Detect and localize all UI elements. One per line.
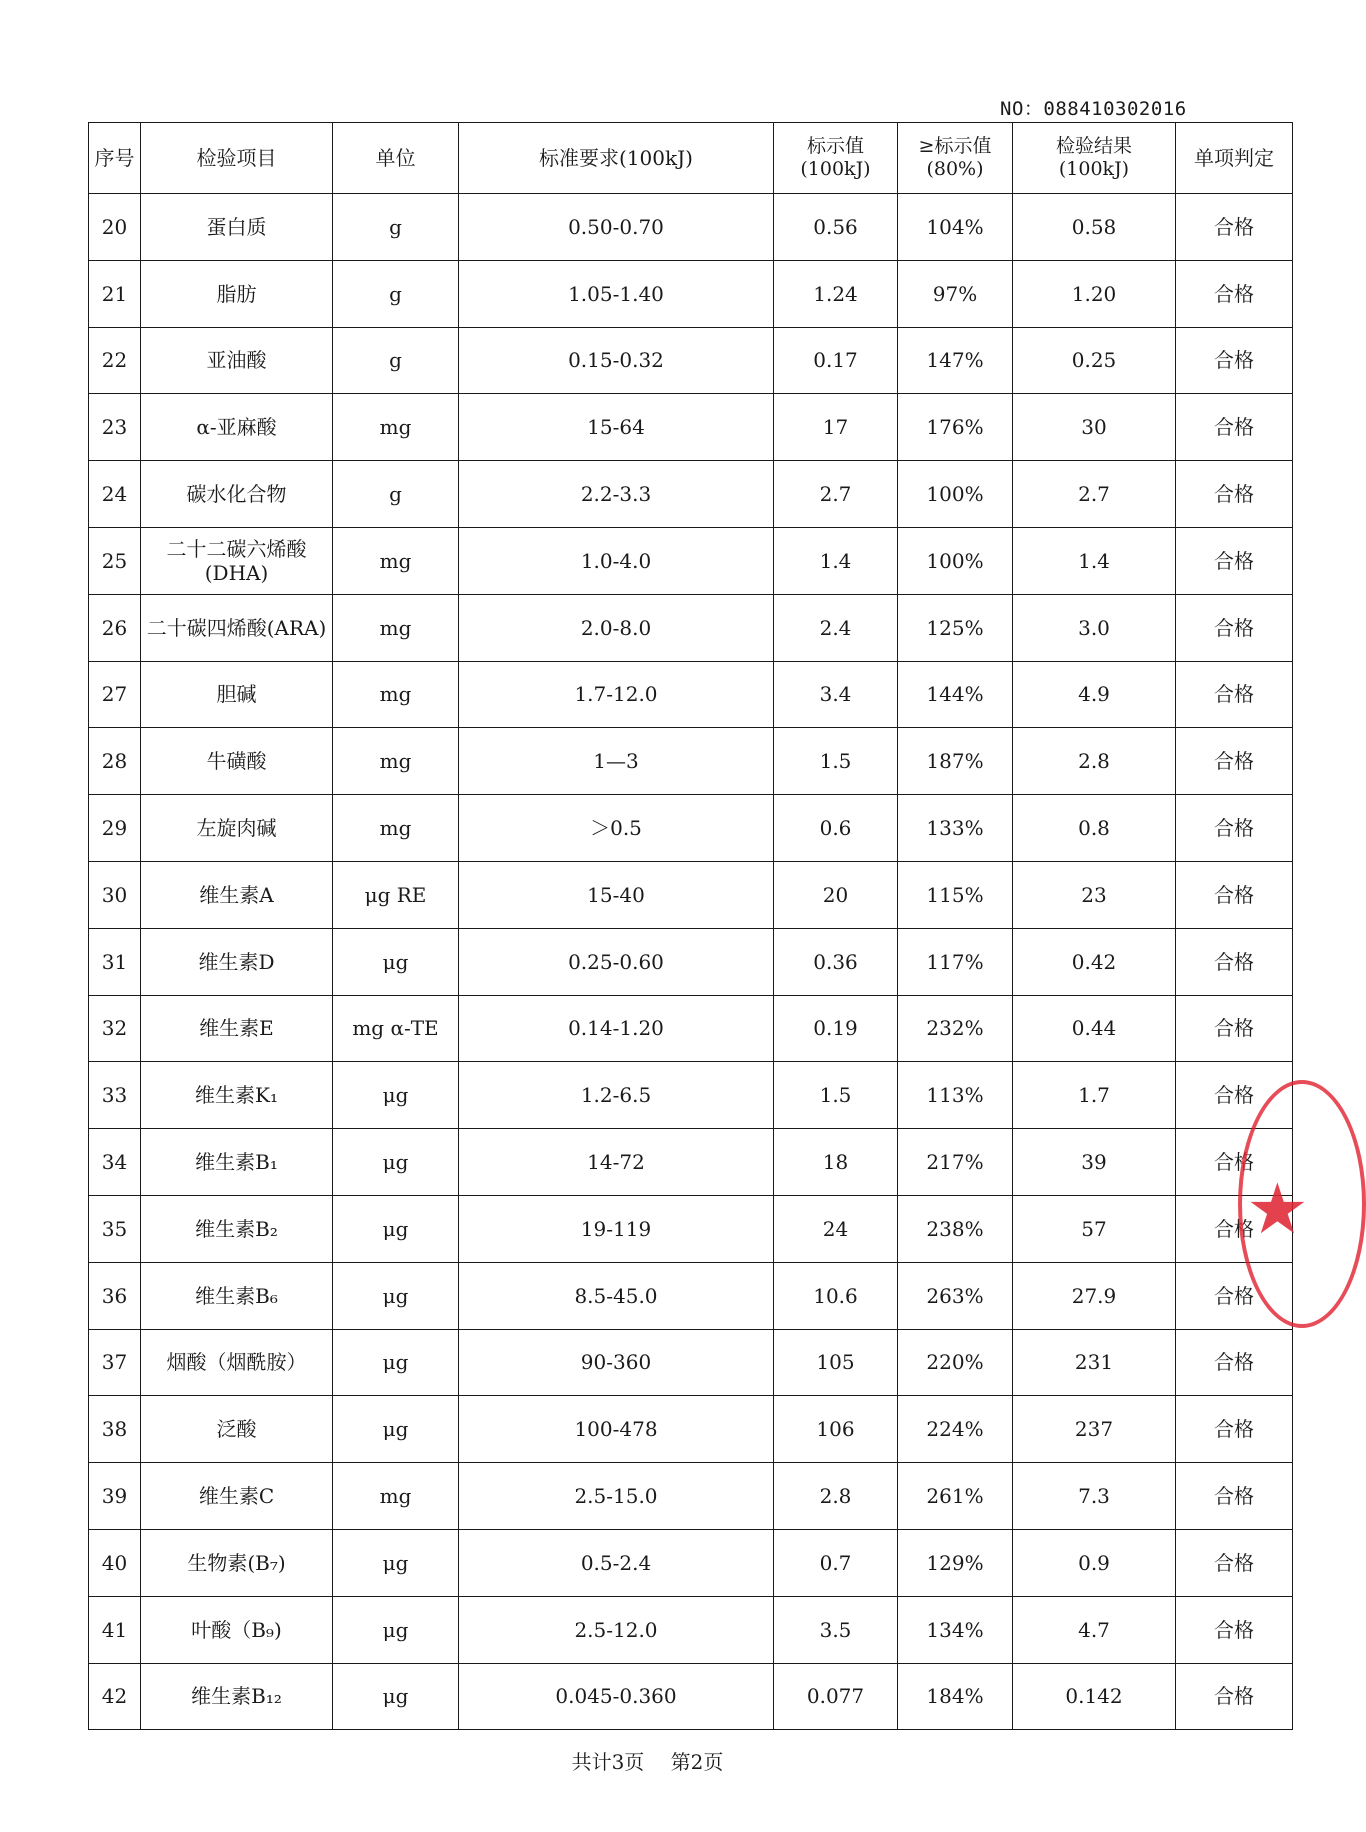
cell-label-value: 0.17: [774, 327, 898, 394]
cell-standard: 1—3: [459, 728, 774, 795]
cell-judgement: 合格: [1176, 1195, 1293, 1262]
cell-item: 二十二碳六烯酸 (DHA): [141, 527, 333, 594]
cell-label-value: 0.7: [774, 1529, 898, 1596]
cell-standard: 100-478: [459, 1396, 774, 1463]
header-label-value-sub: (100kJ): [800, 158, 871, 180]
cell-percent: 115%: [898, 861, 1013, 928]
page-footer: [0, 1746, 1295, 1775]
cell-unit: μg: [333, 1329, 459, 1396]
cell-label-value: 2.8: [774, 1463, 898, 1530]
cell-standard: 14-72: [459, 1129, 774, 1196]
cell-judgement: 合格: [1176, 1396, 1293, 1463]
cell-item: 生物素(B₇): [141, 1529, 333, 1596]
cell-unit: mg: [333, 661, 459, 728]
cell-item: 胆碱: [141, 661, 333, 728]
cell-percent: 217%: [898, 1129, 1013, 1196]
cell-unit: μg: [333, 1262, 459, 1329]
cell-unit: μg: [333, 1529, 459, 1596]
cell-seq: 33: [89, 1062, 141, 1129]
cell-item: 左旋肉碱: [141, 795, 333, 862]
cell-result: 39: [1013, 1129, 1176, 1196]
cell-label-value: 1.4: [774, 527, 898, 594]
cell-result: 1.20: [1013, 260, 1176, 327]
cell-judgement: 合格: [1176, 461, 1293, 528]
cell-unit: g: [333, 461, 459, 528]
cell-percent: 104%: [898, 194, 1013, 261]
footer-total-pages: 共计3页: [571, 1750, 645, 1774]
cell-unit: mg: [333, 594, 459, 661]
cell-unit: mg: [333, 394, 459, 461]
table-row: [89, 1529, 1293, 1596]
cell-judgement: 合格: [1176, 1329, 1293, 1396]
cell-judgement: 合格: [1176, 260, 1293, 327]
cell-standard: 1.7-12.0: [459, 661, 774, 728]
cell-seq: 39: [89, 1463, 141, 1530]
cell-result: 2.8: [1013, 728, 1176, 795]
cell-judgement: 合格: [1176, 795, 1293, 862]
cell-result: 0.44: [1013, 995, 1176, 1062]
cell-result: 57: [1013, 1195, 1176, 1262]
table-row: [89, 394, 1293, 461]
cell-result: 3.0: [1013, 594, 1176, 661]
cell-seq: 27: [89, 661, 141, 728]
cell-label-value: 17: [774, 394, 898, 461]
cell-item: 维生素B₂: [141, 1195, 333, 1262]
cell-unit: mg: [333, 1463, 459, 1530]
cell-percent: 117%: [898, 928, 1013, 995]
cell-seq: 22: [89, 327, 141, 394]
cell-item: 烟酸（烟酰胺）: [141, 1329, 333, 1396]
cell-judgement: 合格: [1176, 1129, 1293, 1196]
cell-result: 0.142: [1013, 1663, 1176, 1730]
table-row: [89, 1129, 1293, 1196]
header-result-sub: (100kJ): [1058, 158, 1130, 180]
cell-item: 泛酸: [141, 1396, 333, 1463]
header-percent-sub: (80%): [926, 158, 984, 180]
cell-standard: 0.50-0.70: [459, 194, 774, 261]
seal-star-icon: ★: [1246, 1168, 1309, 1250]
cell-item: 维生素B₁₂: [141, 1663, 333, 1730]
cell-judgement: 合格: [1176, 928, 1293, 995]
cell-unit: μg: [333, 1062, 459, 1129]
table-row: [89, 1329, 1293, 1396]
cell-seq: 32: [89, 995, 141, 1062]
cell-percent: 220%: [898, 1329, 1013, 1396]
cell-standard: 0.15-0.32: [459, 327, 774, 394]
table-row: [89, 728, 1293, 795]
cell-standard: 2.5-12.0: [459, 1596, 774, 1663]
cell-percent: 187%: [898, 728, 1013, 795]
cell-unit: g: [333, 327, 459, 394]
cell-label-value: 24: [774, 1195, 898, 1262]
cell-judgement: 合格: [1176, 1663, 1293, 1730]
header-standard: 标准要求(100kJ): [459, 123, 774, 194]
cell-result: 0.58: [1013, 194, 1176, 261]
cell-label-value: 0.6: [774, 795, 898, 862]
cell-standard: 15-64: [459, 394, 774, 461]
cell-label-value: 105: [774, 1329, 898, 1396]
header-label-value-main: 标示值: [806, 135, 864, 158]
cell-item: 脂肪: [141, 260, 333, 327]
cell-item: 叶酸（B₉): [141, 1596, 333, 1663]
table-row: [89, 1195, 1293, 1262]
cell-seq: 34: [89, 1129, 141, 1196]
cell-result: 30: [1013, 394, 1176, 461]
cell-unit: mg α-TE: [333, 995, 459, 1062]
table-row: [89, 1663, 1293, 1730]
cell-result: 7.3: [1013, 1463, 1176, 1530]
cell-label-value: 20: [774, 861, 898, 928]
cell-standard: 1.05-1.40: [459, 260, 774, 327]
cell-label-value: 18: [774, 1129, 898, 1196]
cell-label-value: 3.4: [774, 661, 898, 728]
cell-judgement: 合格: [1176, 194, 1293, 261]
cell-percent: 100%: [898, 461, 1013, 528]
cell-judgement: 合格: [1176, 394, 1293, 461]
cell-judgement: 合格: [1176, 1262, 1293, 1329]
cell-judgement: 合格: [1176, 1062, 1293, 1129]
cell-result: 0.8: [1013, 795, 1176, 862]
cell-unit: mg: [333, 728, 459, 795]
cell-standard: 0.5-2.4: [459, 1529, 774, 1596]
table-row: [89, 661, 1293, 728]
cell-result: 2.7: [1013, 461, 1176, 528]
cell-seq: 40: [89, 1529, 141, 1596]
cell-percent: 261%: [898, 1463, 1013, 1530]
cell-unit: mg: [333, 527, 459, 594]
table-row: [89, 527, 1293, 594]
header-seq: 序号: [89, 123, 141, 194]
cell-percent: 184%: [898, 1663, 1013, 1730]
cell-standard: 15-40: [459, 861, 774, 928]
table-header: [89, 123, 1293, 194]
cell-percent: 129%: [898, 1529, 1013, 1596]
cell-item: 牛磺酸: [141, 728, 333, 795]
cell-seq: 35: [89, 1195, 141, 1262]
cell-item: 维生素K₁: [141, 1062, 333, 1129]
table-row: [89, 260, 1293, 327]
cell-seq: 31: [89, 928, 141, 995]
cell-result: 0.42: [1013, 928, 1176, 995]
cell-unit: μg RE: [333, 861, 459, 928]
cell-standard: ＞0.5: [459, 795, 774, 862]
cell-result: 1.7: [1013, 1062, 1176, 1129]
table-row: [89, 594, 1293, 661]
cell-result: 4.9: [1013, 661, 1176, 728]
cell-unit: μg: [333, 1663, 459, 1730]
cell-label-value: 1.5: [774, 1062, 898, 1129]
cell-seq: 30: [89, 861, 141, 928]
table-row: [89, 1262, 1293, 1329]
cell-label-value: 0.077: [774, 1663, 898, 1730]
cell-item: 维生素D: [141, 928, 333, 995]
cell-label-value: 1.5: [774, 728, 898, 795]
cell-seq: 29: [89, 795, 141, 862]
header-unit: 单位: [333, 123, 459, 194]
cell-item: 维生素E: [141, 995, 333, 1062]
header-result-main: 检验结果: [1055, 135, 1132, 158]
cell-unit: μg: [333, 1596, 459, 1663]
cell-standard: 0.045-0.360: [459, 1663, 774, 1730]
footer-current-page: 第2页: [670, 1750, 724, 1774]
cell-percent: 144%: [898, 661, 1013, 728]
cell-label-value: 1.24: [774, 260, 898, 327]
cell-item: 维生素B₆: [141, 1262, 333, 1329]
cell-item: 维生素A: [141, 861, 333, 928]
table-row: [89, 194, 1293, 261]
cell-item: 维生素C: [141, 1463, 333, 1530]
cell-item: 亚油酸: [141, 327, 333, 394]
cell-seq: 36: [89, 1262, 141, 1329]
table-row: [89, 928, 1293, 995]
report-number: NO：088410302016: [1000, 98, 1187, 120]
cell-standard: 8.5-45.0: [459, 1262, 774, 1329]
table-row: [89, 995, 1293, 1062]
cell-percent: 224%: [898, 1396, 1013, 1463]
cell-seq: 21: [89, 260, 141, 327]
cell-judgement: 合格: [1176, 1463, 1293, 1530]
cell-seq: 37: [89, 1329, 141, 1396]
cell-judgement: 合格: [1176, 1596, 1293, 1663]
cell-result: 231: [1013, 1329, 1176, 1396]
cell-item: 蛋白质: [141, 194, 333, 261]
table-row: [89, 1062, 1293, 1129]
header-result: [1013, 123, 1176, 194]
cell-standard: 90-360: [459, 1329, 774, 1396]
cell-judgement: 合格: [1176, 594, 1293, 661]
cell-item: α-亚麻酸: [141, 394, 333, 461]
cell-percent: 238%: [898, 1195, 1013, 1262]
cell-seq: 20: [89, 194, 141, 261]
cell-standard: 2.5-15.0: [459, 1463, 774, 1530]
cell-judgement: 合格: [1176, 861, 1293, 928]
cell-unit: μg: [333, 1396, 459, 1463]
cell-standard: 2.2-3.3: [459, 461, 774, 528]
table-row: [89, 327, 1293, 394]
cell-percent: 134%: [898, 1596, 1013, 1663]
cell-percent: 176%: [898, 394, 1013, 461]
inspection-results-table: [88, 122, 1293, 1730]
cell-unit: μg: [333, 1195, 459, 1262]
header-percent: [898, 123, 1013, 194]
header-judgement: 单项判定: [1176, 123, 1293, 194]
cell-percent: 125%: [898, 594, 1013, 661]
cell-unit: g: [333, 194, 459, 261]
cell-percent: 263%: [898, 1262, 1013, 1329]
cell-judgement: 合格: [1176, 327, 1293, 394]
cell-standard: 0.14-1.20: [459, 995, 774, 1062]
header-percent-main: ≥标示值: [918, 135, 992, 158]
cell-label-value: 2.4: [774, 594, 898, 661]
cell-unit: μg: [333, 928, 459, 995]
cell-judgement: 合格: [1176, 661, 1293, 728]
cell-percent: 113%: [898, 1062, 1013, 1129]
cell-item: 碳水化合物: [141, 461, 333, 528]
table-row: [89, 1596, 1293, 1663]
cell-label-value: 0.19: [774, 995, 898, 1062]
cell-judgement: 合格: [1176, 527, 1293, 594]
cell-standard: 0.25-0.60: [459, 928, 774, 995]
cell-judgement: 合格: [1176, 1529, 1293, 1596]
cell-result: 23: [1013, 861, 1176, 928]
cell-unit: μg: [333, 1129, 459, 1196]
table-row: [89, 861, 1293, 928]
header-item: 检验项目: [141, 123, 333, 194]
cell-unit: mg: [333, 795, 459, 862]
cell-item: 维生素B₁: [141, 1129, 333, 1196]
table-row: [89, 795, 1293, 862]
cell-label-value: 106: [774, 1396, 898, 1463]
cell-percent: 133%: [898, 795, 1013, 862]
cell-label-value: 2.7: [774, 461, 898, 528]
cell-item: 二十碳四烯酸(ARA): [141, 594, 333, 661]
cell-standard: 1.2-6.5: [459, 1062, 774, 1129]
table-row: [89, 1463, 1293, 1530]
cell-standard: 2.0-8.0: [459, 594, 774, 661]
cell-percent: 100%: [898, 527, 1013, 594]
cell-unit: g: [333, 260, 459, 327]
cell-judgement: 合格: [1176, 728, 1293, 795]
table-body: [89, 194, 1293, 1730]
cell-label-value: 0.56: [774, 194, 898, 261]
cell-result: 4.7: [1013, 1596, 1176, 1663]
cell-result: 27.9: [1013, 1262, 1176, 1329]
cell-percent: 232%: [898, 995, 1013, 1062]
cell-percent: 147%: [898, 327, 1013, 394]
cell-seq: 42: [89, 1663, 141, 1730]
cell-result: 1.4: [1013, 527, 1176, 594]
cell-seq: 23: [89, 394, 141, 461]
cell-seq: 25: [89, 527, 141, 594]
header-label-value: [774, 123, 898, 194]
cell-standard: 19-119: [459, 1195, 774, 1262]
cell-result: 237: [1013, 1396, 1176, 1463]
cell-seq: 41: [89, 1596, 141, 1663]
table-row: [89, 461, 1293, 528]
cell-result: 0.9: [1013, 1529, 1176, 1596]
header-row: [89, 123, 1293, 194]
cell-standard: 1.0-4.0: [459, 527, 774, 594]
cell-seq: 28: [89, 728, 141, 795]
cell-result: 0.25: [1013, 327, 1176, 394]
cell-seq: 38: [89, 1396, 141, 1463]
cell-seq: 24: [89, 461, 141, 528]
cell-label-value: 0.36: [774, 928, 898, 995]
cell-seq: 26: [89, 594, 141, 661]
cell-label-value: 10.6: [774, 1262, 898, 1329]
cell-judgement: 合格: [1176, 995, 1293, 1062]
cell-percent: 97%: [898, 260, 1013, 327]
cell-label-value: 3.5: [774, 1596, 898, 1663]
table-row: [89, 1396, 1293, 1463]
